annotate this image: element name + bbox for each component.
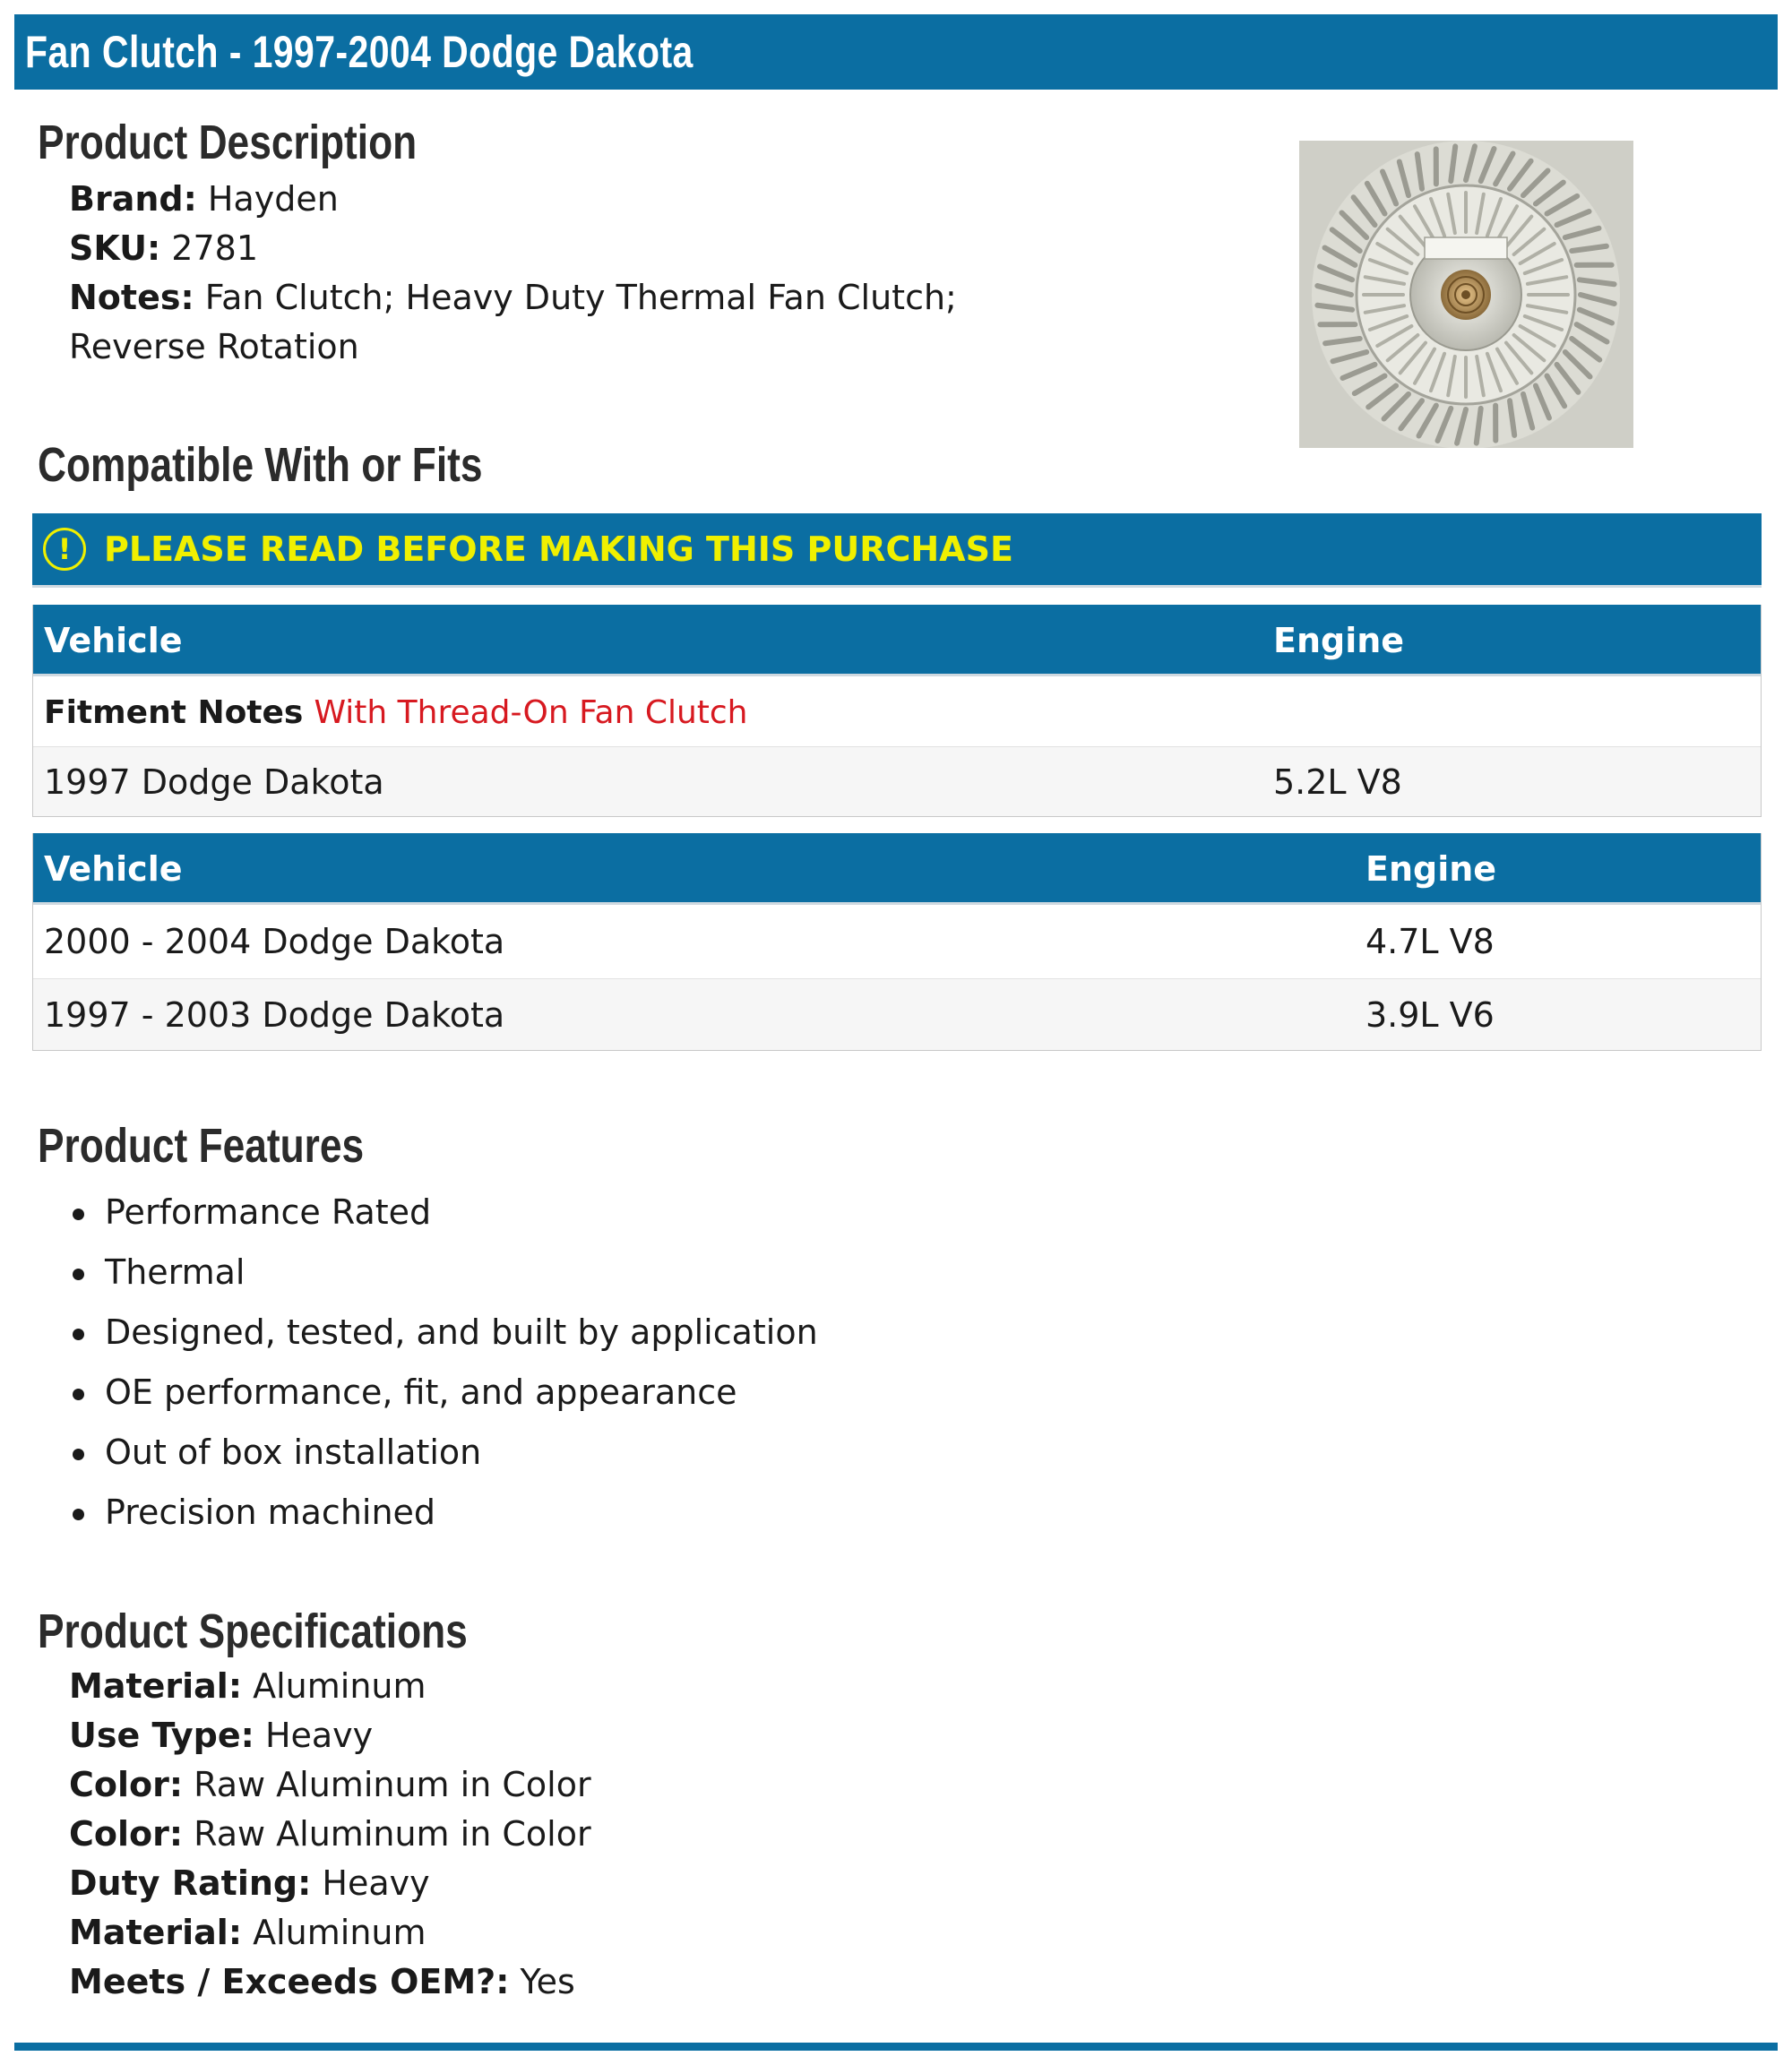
notes-value: Fan Clutch; Heavy Duty Thermal Fan Clutch; Reverse Rotation xyxy=(69,278,957,366)
list-item: Out of box installation xyxy=(69,1423,818,1483)
table-row xyxy=(33,978,1761,1050)
spec-label: Use Type: xyxy=(69,1716,254,1755)
spec-value: Raw Aluminum in Color xyxy=(194,1814,591,1854)
spec-label: Color: xyxy=(69,1814,184,1854)
spec-label: Material: xyxy=(69,1666,243,1706)
fitment-table-2 xyxy=(32,833,1762,1051)
column-vehicle: Vehicle xyxy=(44,849,183,889)
fitment-notes-label: Fitment Notes xyxy=(44,694,304,731)
sku-value: 2781 xyxy=(171,228,259,268)
list-item: Performance Rated xyxy=(69,1183,818,1243)
product-features-heading: Product Features xyxy=(38,1119,365,1173)
sku-line xyxy=(69,224,258,273)
spec-value: Aluminum xyxy=(253,1913,426,1952)
column-engine: Engine xyxy=(1273,621,1405,660)
engine-cell: 3.9L V6 xyxy=(1366,995,1495,1035)
fitment-table-1 xyxy=(32,605,1762,817)
spec-line xyxy=(69,1662,426,1711)
product-description-heading: Product Description xyxy=(38,116,418,169)
fan-clutch-image xyxy=(1299,141,1633,448)
spec-line xyxy=(69,1760,591,1810)
table-row xyxy=(33,746,1761,816)
spec-value: Yes xyxy=(520,1962,575,2001)
fitment-notes-row xyxy=(33,676,1761,746)
list-item: Designed, tested, and built by application xyxy=(69,1303,818,1363)
engine-cell: 4.7L V8 xyxy=(1366,922,1495,961)
table-header xyxy=(33,833,1761,905)
fitment-notes-value: With Thread-On Fan Clutch xyxy=(314,694,748,731)
spec-line xyxy=(69,1711,373,1760)
spec-value: Heavy xyxy=(264,1716,374,1755)
notes-label: Notes: xyxy=(69,278,194,317)
spec-line xyxy=(69,1957,575,2007)
spec-label: Color: xyxy=(69,1765,184,1804)
vehicle-cell: 2000 - 2004 Dodge Dakota xyxy=(44,922,505,961)
spec-value: Heavy xyxy=(322,1863,430,1903)
brand-value: Hayden xyxy=(207,179,339,219)
product-specifications-heading: Product Specifications xyxy=(38,1605,468,1658)
spec-line xyxy=(69,1908,426,1957)
notes-line xyxy=(69,273,1099,372)
column-engine: Engine xyxy=(1366,849,1497,889)
engine-cell: 5.2L V8 xyxy=(1273,762,1402,802)
spec-value: Aluminum xyxy=(253,1666,426,1706)
compatibility-heading: Compatible With or Fits xyxy=(38,438,483,492)
spec-line xyxy=(69,1859,430,1908)
purchase-notice-text: PLEASE READ BEFORE MAKING THIS PURCHASE xyxy=(104,529,1013,569)
spec-line xyxy=(69,1810,591,1859)
page-title: Fan Clutch - 1997-2004 Dodge Dakota xyxy=(25,27,694,77)
list-item: OE performance, fit, and appearance xyxy=(69,1363,818,1423)
vehicle-cell: 1997 - 2003 Dodge Dakota xyxy=(44,995,505,1035)
exclamation-icon: ! xyxy=(43,528,86,571)
list-item: Thermal xyxy=(69,1243,818,1303)
table-header xyxy=(33,605,1761,676)
sku-label: SKU: xyxy=(69,228,161,268)
spec-value: Raw Aluminum in Color xyxy=(194,1765,591,1804)
spec-label: Meets / Exceeds OEM?: xyxy=(69,1962,510,2001)
spec-label: Material: xyxy=(69,1913,243,1952)
product-image xyxy=(1299,141,1633,448)
column-vehicle: Vehicle xyxy=(44,621,183,660)
page-title-bar xyxy=(14,14,1778,90)
list-item: Precision machined xyxy=(69,1483,818,1543)
brand-line xyxy=(69,175,339,224)
features-list xyxy=(69,1183,818,1543)
table-row xyxy=(33,905,1761,978)
bottom-divider xyxy=(14,2043,1778,2051)
brand-label: Brand: xyxy=(69,179,197,219)
vehicle-cell: 1997 Dodge Dakota xyxy=(44,762,384,802)
spec-label: Duty Rating: xyxy=(69,1863,312,1903)
purchase-notice-banner xyxy=(32,513,1762,588)
